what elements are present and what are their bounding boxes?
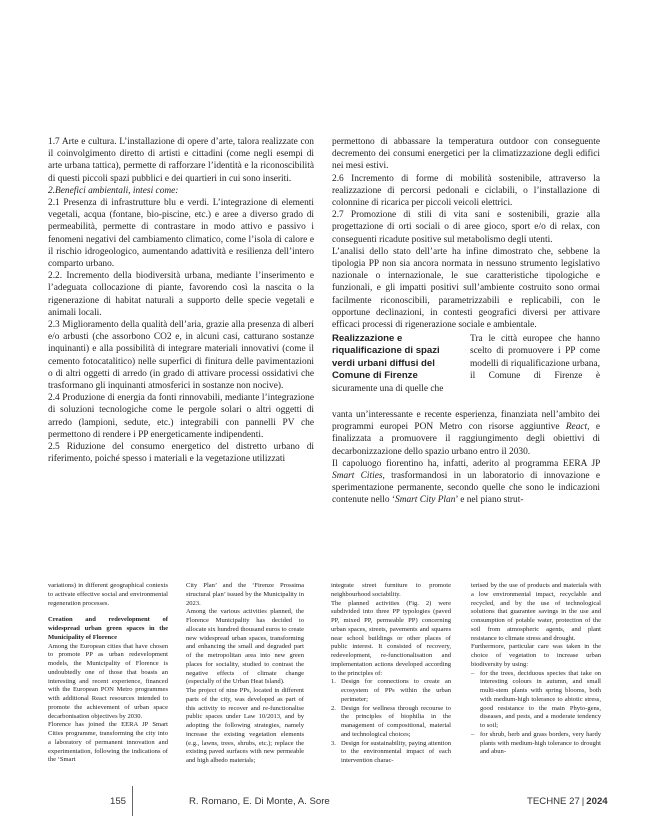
paragraph: integrate street furniture to promote neighbourhood sociability. bbox=[331, 582, 451, 598]
footer-separator: | bbox=[581, 796, 585, 807]
paragraph: permettono di abbassare la temperatura outdoor con conseguente decremento dei consumi energetici per la climatizzazione degli edifici nei mesi estivi. bbox=[332, 137, 600, 172]
paragraph: terised by the use of products and materials with a low environmental impact, recyclable and recycled, and by the use of technological solutions that guarantee savings in the use and consumption of potable water, protection of the soil from atmospheric agents, and plant resistance to climate stress and drought. bbox=[471, 582, 601, 642]
paragraph: 2.2. Incremento della biodiversità urbana, mediante l’inserimento e l’adeguata collocazione di piante, favorendo così la nascita o la rigenerazione di habitat naturali a supporto delle specie vegetali e animali locali. bbox=[48, 271, 314, 318]
section-heading: Realizzazione e riqualificazione di spazi verdi urbani diffusi del Comune di Firenze bbox=[332, 333, 440, 382]
paragraph: Furthermore, particular care was taken in the choice of vegetation to increase urban biodiversity by using: bbox=[471, 643, 601, 668]
paragraph: 2.4 Produzione di energia da fonti rinnovabili, mediante l’integrazione di soluzioni tecnologiche come le pergole solari o altri oggetti di arredo (lampioni, sedute, etc.) integrabili con pannelli PV che permettono di rendere i PP energeticamente indipendenti. bbox=[48, 393, 314, 440]
italian-column-right bbox=[332, 136, 600, 331]
paragraph: vanta un’interessante e recente esperienza, finanziata nell’ambito dei programmi europei PON Metro con risorse aggiuntive React, e finalizzata a promuovere il raggiungimento degli obiettivi di decarbonizzazione dello spazio urbano entro il 2030. bbox=[332, 410, 600, 457]
paragraph: Among the European cities that have chosen to promote PP as urban redevelopment models, the Municipality of Florence is undoubtedly one of those that boasts an interesting and recent experience, financed with the European PON Metro programmes with additional React resources intended to promote the achievement of urban space decarbonisation objectives by 2030. bbox=[48, 642, 168, 720]
paragraph: 2.5 Riduzione del consumo energetico del distretto urbano di riferimento, poiché spesso i materiali e la vegetazione utilizzati bbox=[48, 442, 314, 465]
paragraph: 2.3 Miglioramento della qualità dell’aria, grazie alla presenza di alberi e/o arbusti (che assorbono CO2 e, in alcuni casi, catturano sostanze inquinanti) e alla possibilità di integrare materiali innovativi (come il cemento fotocatalitico) nelle superfici di finitura delle pavimentazioni o di altri oggetti di arredo (in grado di attivare processi ossidativi che trasformano gli inquinanti atmosferici in sostanze non nocive). bbox=[48, 320, 314, 392]
paragraph: L’analisi dello stato dell’arte ha infine dimostrato che, sebbene la tipologia PP non sia ancora normata in nessuno strumento legislativo nazionale o internazionale, le sue caratteristiche tipologiche e funzionali, e gli impatti positivi sull’ambiente costruito sono ormai facilmente riconoscibili, parametrizzabili e replicabili, con le opportune declinazioni, in contesti geografici diversi per attivare efficaci processi di rigenerazione sociale e ambientale. bbox=[332, 246, 600, 331]
list-item: – for shrub, herb and grass borders, very hardy plants with medium-high tolerance to drought and abun- bbox=[471, 730, 601, 756]
paragraph: Il capoluogo fiorentino ha, infatti, aderito al programma EERA JP Smart Cities, trasformandosi in un laboratorio di innovazione e sperimentazione permanente, secondo quelle che sono le indicazioni contenute nello ‘Smart City Plan’ e nel piano strut- bbox=[332, 458, 600, 506]
english-column-4 bbox=[471, 582, 601, 757]
footer-divider bbox=[132, 786, 133, 816]
paragraph: Florence has joined the EERA JP Smart Cities programme, transforming the city into a laboratory of permanent innovation and experimentation, following the indications of the ‘Smart bbox=[48, 721, 168, 764]
principles-list bbox=[331, 678, 451, 766]
paragraph: 2.7 Promozione di stili di vita sani e sostenibili, grazie alla progettazione di orti sociali o di aree gioco, sport e/o di relax, con conseguenti ricadute positive sul metabolismo degli utenti. bbox=[332, 210, 600, 245]
list-item: 3. Design for sustainability, paying attention to the environmental impact of each intervention charac- bbox=[331, 739, 451, 764]
page-number: 155 bbox=[110, 796, 127, 807]
section-intro: Tra le città europee che hanno scelto di promuovere i PP come modelli di riqualificazione urbana, il Comune di Firenze è sicuramente una di quelle che bbox=[332, 334, 600, 394]
paragraph: The project of nine PPs, located in different parts of the city, was developed as part of this activity to recover and re-functionalise public spaces under Law 10/2013, and by adopting the following strategies, namely increase the existing vegetation elements (e.g., lawns, trees, shrubs, etc.); replace the existing paved surfaces with new permeable and high albedo materials; bbox=[186, 687, 304, 764]
footer-journal bbox=[527, 796, 608, 807]
italian-column-left bbox=[48, 136, 314, 465]
paragraph: variations) in different geographical contexts to activate effective social and environmental regeneration processes. bbox=[48, 582, 168, 607]
paragraph: 2.1 Presenza di infrastrutture blu e verdi. L’integrazione di elementi vegetali, acqua (fontane, bio-piscine, etc.) e aree a diverso grado di permeabilità, permette di contrastare in modo attivo e passivo i fenomeni negativi del cambiamento climatico, come l’isola di calore e il rischio idrogeologico, aumentando adattività e resilienza dell’intero comparto urbano. bbox=[48, 198, 314, 270]
vegetation-list bbox=[471, 670, 601, 758]
journal-name: TECHNE bbox=[527, 796, 567, 807]
paragraph: The planned activities (Fig. 2) were subdivided into three PP typologies (paved PP, mixed PP, permeable PP) concerning urban spaces, streets, pavements and squares near school buildings or other places of public interest. It consisted of recovery, redevelopment, re-functionalisation and implementation actions developed according to the principles of: bbox=[331, 599, 451, 677]
paragraph: 1.7 Arte e cultura. L’installazione di opere d’arte, talora realizzate con il coinvolgimento diretto di artisti e cittadini (come negli esempi di arte urbana tattica), permette di rafforzare l’identità e la riconoscibilità di questi piccoli spazi pubblici e dei quartieri in cui sono inseriti. bbox=[48, 137, 314, 184]
paragraph: 2.6 Incremento di forme di mobilità sostenibile, attraverso la realizzazione di percorsi pedonali e ciclabili, o l’installazione di colonnine di ricarica per piccoli veicoli elettrici. bbox=[332, 173, 600, 209]
english-column-3 bbox=[331, 582, 451, 766]
english-column-1 bbox=[48, 582, 168, 765]
section-continuation bbox=[332, 409, 600, 507]
paragraph: Among the various activities planned, the Florence Municipality has decided to allocate six hundred thousand euros to create new widespread urban spaces, transforming and enhancing the small and degraded part of the metropolitan area into new green places for sociality, studied to contrast the negative effects of climate change (especially of the Urban Heat Island). bbox=[186, 608, 304, 686]
list-item: – for the trees, deciduous species that take on interesting colours in autumn, and small multi-stem plants with spring blooms, both with medium-high tolerance to abiotic stress, good resistance to the main Phyto-gens, diseases, and pests, and a moderate tendency to soil; bbox=[471, 669, 601, 729]
list-item: 2. Design for wellness through recourse to the principles of biophilia in the management of compositional, material and technological choices; bbox=[331, 704, 451, 738]
journal-year: 2024 bbox=[586, 796, 608, 807]
list-item: 1. Design for connections to create an ecosystem of PPs within the urban perimeter; bbox=[331, 678, 451, 703]
paragraph: City Plan’ and the ‘Firenze Prossima structural plan’ issued by the Municipality in 2023. bbox=[186, 582, 304, 607]
journal-issue: 27 bbox=[569, 796, 580, 807]
english-column-2 bbox=[186, 582, 304, 766]
paragraph-benefici: 2.Benefici ambientali, intesi come: bbox=[48, 185, 179, 196]
english-section-heading: Creation and redevelopment of widespread urban green spaces in the Municipality of Florence bbox=[48, 616, 168, 641]
footer-authors: R. Romano, E. Di Monte, A. Sore bbox=[189, 796, 330, 807]
section-block bbox=[332, 333, 600, 395]
